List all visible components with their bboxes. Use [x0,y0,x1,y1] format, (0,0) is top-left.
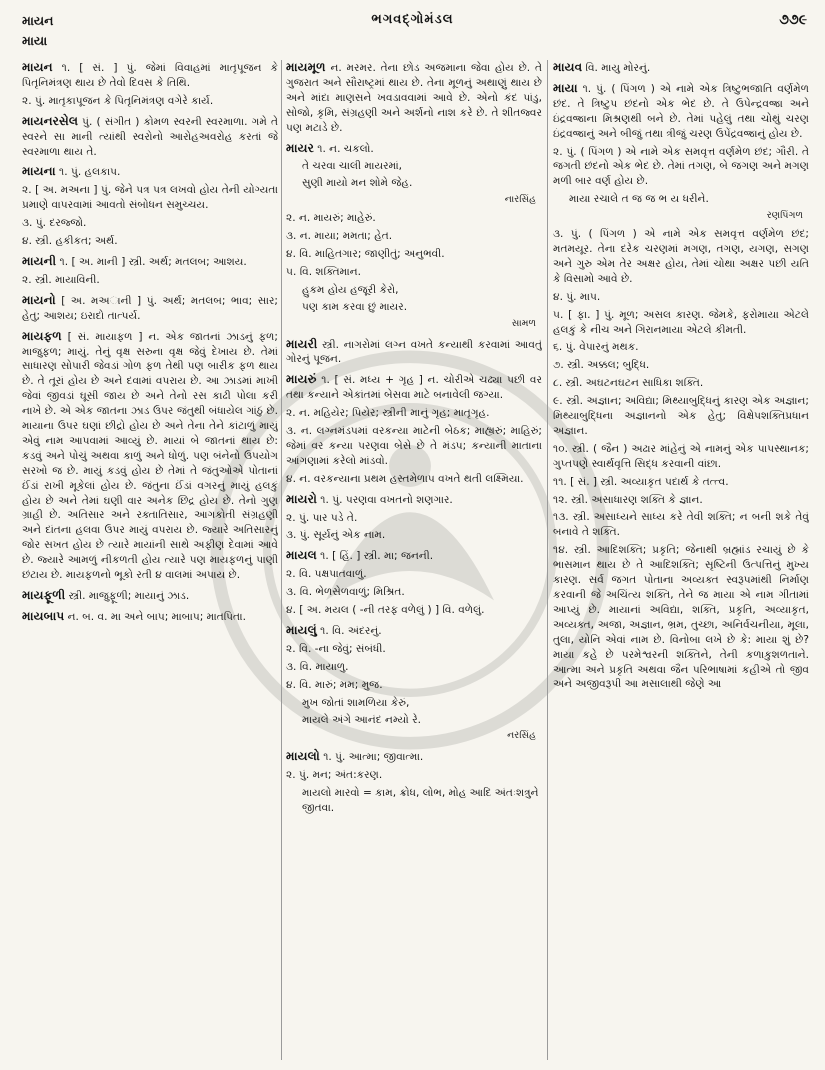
entry-sense [286,229,542,244]
definition-text: ૪. વિ. મારું; મમ; મુજ. [286,678,383,691]
definition-text: ૧. પું. પરણવા વખતનો શણગાર. [320,493,453,506]
definition-text: ૧. [ અ. માની ] સ્ત્રી. અર્થ; મતલબ; આશય. [59,255,247,268]
page-number: ૭૭૯ [779,12,807,28]
definition-text: ૨. વિ. પક્ષપાતવાળું. [286,568,367,581]
headword: માયવ [553,60,583,74]
definition-text: ૨. ન. મહિયેર; પિયેર; સ્ત્રીની માનું ગૃહ; માતૃગૃહ. [286,407,490,420]
entry-sense [286,424,542,469]
entry-sense [553,60,809,76]
headword: માયફૂળી [22,588,66,602]
definition-text: સ્ત્રી. નાગરોમાં લગ્ન વખતે કન્યાથી કરવામાં આવતું ગોરનું પૂજન. [286,338,542,366]
entry-sense [553,543,809,692]
entry-sense [22,329,278,583]
definition-text: ૫. [ ફા. ] પું. મૂળ; અસલ કારણ. જેમકે, ફરોમાયા એટલે હલકું કે નીચ અને ગિરાનમાયા એટલે કીમતી. [553,308,809,336]
definition-text: ૧. [ સં. ] પું. જેમાં વિવાહમાં માતૃપૂજન કે પિતૃનિમંત્રણ થાય છે તેવો દિવસ કે તિથિ. [22,62,278,89]
definition-text: ૧. પું. ( પિંગળ ) એ નામે એક ત્રિષ્ટુભજાતિ વર્ણમેળ છંદ. તે ત્રિષ્ટુપ છંદનો એક ભેદ છે. તે ઉપેન્દ્રવજ્રા અને ઇંદ્રવજ્રાના મિશ્રણથી બને છે. તેમાં પહેલું તથા ચોથું ચરણ ઇંદ્રવજ્રાનું અને બીજું તથા ત્રીજું ચરણ ઉપેંદ્રવજ્રાનું હોય છે. [553,82,809,140]
definition-text: ૧. [ સં. મધ્ય + ગૃહ ] ન. ચોરીએ ચઢ્યા પછી વર તથા કન્યાને એકાંતમાં બેસવા માટે બનાવેલી જગ્યા. [286,374,542,402]
definition-text: ૧. પું. આત્મા; જીવાત્મા. [323,751,424,764]
entry-sense [22,60,278,91]
definition-text: ૨. પું. ( પિંગળ ) એ નામે એક સમવૃત્ત વર્ણમેળ છંદ; ગૌરી. તે જગતી છંદનો એક ભેદ છે. તેમાં તગણ, બે જગણ અને મગણ મળી બાર વર્ણ હોય છે. [553,145,809,188]
definition-text: ૩. ન. માયા; મમતા; હેત. [286,230,393,243]
definition-text: ૫. વિ. શક્તિમાન. [286,265,362,278]
quoted-verse: મુખ જોતાં શામળિયા કેરું, [302,696,410,709]
entry-sense [553,308,809,338]
headword: માયરો [286,491,317,506]
entry-sense [286,247,542,262]
column-divider [281,60,282,1060]
entry-sense [286,548,542,564]
definition-text: ૩. પું. સૂર્યનું એક નામ. [286,529,386,542]
definition-text: ૪. વિ. માહિતગાર; જાણીતું; અનુભવી. [286,247,445,260]
definition-text: ૧૩. સ્ત્રી. અસાધ્યને સાધ્ય કરે તેવી શક્તિ; ન બની શકે તેવું બનાવે તે શક્તિ. [553,511,809,539]
definition-text: ૨. ન. માયરું; માહેરું. [286,212,376,225]
quoted-verse: તે ચરવા ચાલી માયરમાં, [302,160,403,173]
definition-text: ૧. [ હિં. ] સ્ત્રી. મા; જનની. [320,550,434,563]
definition-text: ૩. પું. દરજ્જો. [22,217,87,230]
definition-text: ૩. વિ. માયાળુ. [286,660,349,673]
entry-sense [553,227,809,287]
quoted-verse: માયલે અંગે આનંદ નમ્યો રે. [302,713,422,726]
quoted-verse: સુણી માયો મન શોમે જેહ. [302,177,413,190]
definition-text: ૯. સ્ત્રી. અજ્ઞાન; અવિદ્યા; મિથ્યાબુદ્ધિનું કારણ એક અજ્ઞાન; મિથ્યાબુદ્ધિના અજ્ઞાનનો એક હેતુ; વિક્ષેપશક્તિપ્રધાન અજ્ઞાન. [553,395,809,437]
definition-text: ૪. ન. વરકન્યાના પ્રથમ હસ્તમેળાપ વખતે થતી લક્ષ્મિયા. [286,472,524,485]
entry-sense [22,588,278,604]
entry-sense [22,114,278,160]
entry-sense [286,472,542,487]
definition-text: ૭. સ્ત્રી. અક્કલ; બુદ્ધિ. [553,359,650,372]
headword: માયમૂળ [286,60,326,74]
guide-word-first: માયન [22,13,54,28]
entry-sense [553,358,809,373]
definition-text: [ અ. મઅાની ] પું. અર્થ; મતલબ; ભાવ; સાર; હેતુ; આશય; ઇરાદો તાત્પર્ય. [22,294,278,322]
entry-sense [22,183,278,213]
entry-sense [553,145,809,190]
definition-text: ૪. સ્ત્રી. હકીકત; અર્થ. [22,235,118,248]
entry-sense [286,678,542,693]
dictionary-entry [286,749,542,816]
definition-text: ૧. વિ. અંદરનું. [320,625,382,637]
entry-sense [286,567,542,582]
entry-sense [286,406,542,421]
definition-text: ૩. ન. લગ્નમંડપમાં વરકન્યા માટેની બેઠક; માહ્યરું; માહિરું; જેમાં વર કન્યા પરણવા બેસે છે તે મંડપ; કન્યાની માતાના આંગણામાં કરેલો માંડવો. [286,425,542,467]
definition-text: પું. ( સંગીત ) કોમળ સ્વરની સ્વરમાળા. ગમે તે સ્વરને સા માની ત્યાંથી સ્વરોનો આરોહઅવરોહ કરતાં જે સ્વરમાળા થાય તે. [22,115,278,158]
entry-sense [286,642,542,657]
dictionary-entry [22,293,278,324]
entry-sense [286,492,542,508]
definition-text: ૨. પું. પાર પડે તે. [286,511,358,524]
entry-sense [22,94,278,109]
dictionary-entry [286,60,542,136]
entry-sense [22,164,278,180]
column-1 [22,60,278,1062]
definition-text: ૧૦. સ્ત્રી. ( જૈન ) અઢાર માંહેનું એ નામનું એક પાપસ્થાનક; ગુપ્તપણે સ્વાર્થવૃત્તિ સિદ્ધ કરવાની વાંછા. [553,442,809,470]
headword: માયલો [286,749,320,764]
dictionary-entry [553,81,809,692]
entry-sense [22,234,278,249]
definition-text: ૧૧. [ સં. ] સ્ત્રી. અવ્યાકૃત પદાર્થ કે તત્ત્વ. [553,475,729,488]
dictionary-entry [22,114,278,160]
entry-sense [22,609,278,625]
entry-sense [553,442,809,472]
definition-text: ૮. સ્ત્રી. અઘટનઘટન સાધિકા શક્તિ. [553,377,704,390]
entry-sense [553,394,809,439]
entry-sense [22,254,278,270]
definition-text: ન. મરમર. તેના છોડ અજમાના જેવા હોય છે. તે ગુજરાત અને સૌરાષ્ટ્રમાં થાય છે. તેના મૂળનું અથાણું થાય છે અને માંદા માણસને ખવડાવવામાં આવે છે. એનો કંદ પાંડુ, સોજો, કૃમિ, સંગ્રહણી અને અર્શનો નાશ કરે છે. તે શીતજ્વર પણ મટાડે છે. [286,62,542,134]
entry-sense [286,623,542,639]
definition-text: ૪. [ અ. મયલ ( -ની તરફ વળેલું ) ] વિ. વળેલું. [286,604,485,617]
entry-sense [286,211,542,226]
entry-sense [286,528,542,543]
headword: માયરું [286,372,317,387]
quote-source: રણપિંગળ [766,210,803,222]
headword: માયની [22,253,57,268]
definition-text: ૨. સ્ત્રી. માયાવિની. [22,273,100,286]
column-2 [286,60,542,1062]
quoted-verse: પણ કામ કરવા છું માયર. [302,300,408,313]
entry-sense [553,510,809,540]
entry-sense [286,337,542,368]
dictionary-entry [286,141,542,332]
entry-sense [553,493,809,508]
definition-text: વિ. માયુ મોરનું. [585,62,651,74]
dictionary-entry [553,60,809,76]
headword: માયનરસેલ [22,113,79,128]
entry-sense [553,340,809,355]
definition-text: ૨. વિ. -ના જેવું; સંબંધી. [286,642,386,655]
definition-text: ૧૨. સ્ત્રી. અસાધારણ શક્તિ કે જ્ઞાન. [553,493,703,506]
quote-source: સામળ [511,317,536,329]
headword: માયબાપ [22,608,65,623]
entry-sense [286,749,542,765]
headword: માયનો [22,292,56,307]
headword: માયા [553,80,578,95]
dictionary-entry [286,492,542,544]
entry-sense [22,293,278,324]
definition-text: ૧. પું. હલકાપ. [59,166,121,179]
entry-sense [553,290,809,305]
definition-text: ૧૪. સ્ત્રી. આદિશક્તિ; પ્રકૃતિ; જેનાથી બ્રહ્માંડ રચાયું છે કે ભાસમાન થાય છે તે આદિશક્તિ; સૃષ્ટિની ઉત્પત્તિનું મુખ્ય કારણ. સર્વ જગત પોતાના અવ્યક્ત સ્વરૂપમાંથી નિર્માણ કરવાની જે અચિંત્ય શક્તિ, તેને જ માયા એ નામ ગીતામાં આપ્યું છે. માયાનાં અવિદ્યા, શક્તિ, પ્રકૃતિ, અવ્યાકૃત, અવ્યક્ત, અજા, અજ્ઞાન, ભ્રમ, તુચ્છા, અનિર્વચનીયા, મૂલા, તુલા, યોનિ એવાં નામ છે. વિનોબા લખે છે કે: માયા શું છે? માયા કહે છે પરમેશ્વરની શક્તિને, તેની કળાકુશળતાને. આત્મા અને પ્રકૃતિ અથવા જૈન પરિભાષામાં કહીએ તો જીવ અને અજીવરૂપી આ મસાલાથી જેણે આ [553,544,809,691]
dictionary-entry [286,548,542,618]
definition-text: ૬. પું. વેપારનું મથક. [553,341,639,354]
entry-sense [286,660,542,675]
entry-sense [286,60,542,136]
entry-sense [553,376,809,391]
dictionary-entry [22,329,278,583]
dictionary-entry [286,372,542,486]
headword: માયફળ [22,328,62,343]
quoted-verse: માયલો મારવો = કામ, ક્રોધ, લોભ, મોહ આદિ અંતઃશત્રુને જીતવા. [302,787,539,815]
headword: માયલ [286,548,317,563]
entry-sense [286,768,542,783]
quote-source: નારસિંહ [504,194,536,206]
entry-sense [286,265,542,280]
entry-sense [286,603,542,618]
entry-sense [22,216,278,231]
definition-text: ૩. વિ. ભેળસેળવાળું; મિશ્રિત. [286,586,405,599]
definition-text: ૨. પું. મન; અંત:કરણ. [286,769,383,782]
definition-text: ૨. પું. માતૃકાપૂજન કે પિતૃનિમંત્રણ વગેરે કાર્ય. [22,94,214,107]
quoted-verse: માયા રચાલે ત જ જ ભ ય ધરીને. [569,193,709,206]
dictionary-entry [22,609,278,625]
entry-sense [553,81,809,142]
guide-word-last: માયા [22,33,48,48]
definition-text: ૧. ન. ચકલો. [317,142,374,155]
dictionary-entry [286,337,542,368]
entry-sense [553,475,809,490]
definition-text: ન. બ. વ. મા અને બાપ; માબાપ; માતપિતા. [67,610,246,623]
entry-sense [286,585,542,600]
entry-sense [286,511,542,526]
dictionary-entry [22,164,278,249]
quoted-verse: હુકમ હોય હજૂરી કેરો, [302,283,399,296]
column-3 [553,60,809,1062]
definition-text: ૪. પું. માપ. [553,290,601,303]
headword: માયરી [286,336,318,351]
definition-text: [ સં. માયાફળ ] ન. એક જાતનાં ઝાડનું ફળ; માજુફળ; માયું. તેનું વૃક્ષ સરુના વૃક્ષ જેવું દેખાય છે. તેમાં સાધારણ સોપારી જેવડાં ગોળ ફળ તેથી પણ બારીક ફળ થાય છે. તે તૂરાં હોય છે અને દવામાં વપરાય છે. આ ઝાડમાં માખી જેવાં જીવડાં ઘૂસી જાય છે અને તેનો રસ કાઢી પોલા કરી નાખે છે. એ એક જાતના ઝાડ ઉપર જંતુથી બંધાયેલ ગાંઠું છે. માયાના ઉપર ઘણાં છીદ્રો હોય છે અને તેના તેને કાંટાળું માયું એવું નામ આપવામાં આવ્યું છે. માયાં બે જાતનાં થાય છે: કડવું અને પોચું અથવા કાળું અને ધોળું. પણ બંનેનો ઉપયોગ સરખો જ છે. માયું કડવું હોય છે તેમાં તે જંતુઓએ પોતાનાં ઈંડાં રાખી મૂકેલાં હોય છે. જંતુના ઈંડાં વગરનું માયું હલકું હોય છે અને તેમાં ઘણી વાર અનેક છિદ્ર હોય છે. તેનો ગુણ ગ્રાહી છે. અતિસાર અને રક્તાતિસાર, આગકોતી સંગ્રહણી અને દાંતના હલવા ઉપર માયું વપરાય છે. જ્યારે અતિસારનું જોર સખત હોય છે ત્યારે માયાંની સાથે અફીણ દેવામાં આવે છે. જ્યારે આમળું નીકળતી હોય ત્યારે પણ માયફળનું પાણી છંટાય છે. માયફળનો ભૂકો રતી ૪ વાલમાં અપાય છે. [22,330,278,582]
definition-text: ૨. [ અ. મઅના ] પું. જેને પત્ર પત્ર લખવો હોય તેની યોગ્યતા પ્રમાણે વાપરવામાં આવતો સંબોધન સમુચ્ચય. [22,184,278,212]
dictionary-entry [22,254,278,288]
entry-sense [286,141,542,157]
headword: માયલું [286,623,317,637]
headword: માયના [22,164,56,179]
headword: માયર [286,140,314,155]
entry-sense [286,372,542,403]
dictionary-title: ભગવદ્ગોમંડલ [371,12,454,27]
definition-text: સ્ત્રી. માજુફૂળી; માયાનું ઝાડ. [68,590,190,602]
page-header [0,0,825,56]
dictionary-entry [286,623,542,744]
dictionary-entry [22,60,278,109]
definition-text: ૩. પું. ( પિંગળ ) એ નામે એક સમવૃત્ત વર્ણમેળ છંદ; મતમયૂર. તેના દરેક ચરણમાં મગણ, તગણ, યગણ, સગણ અને ગુરુ એમ તેર અક્ષર હોય, તેમાં ચોથા અક્ષર પછી યતિ કે વિસામો આવે છે. [553,228,809,285]
column-divider [547,60,548,1060]
headword: માયન [22,60,53,74]
dictionary-entry [22,588,278,604]
quote-source: નરસિંહ [507,730,536,742]
entry-sense [22,273,278,288]
